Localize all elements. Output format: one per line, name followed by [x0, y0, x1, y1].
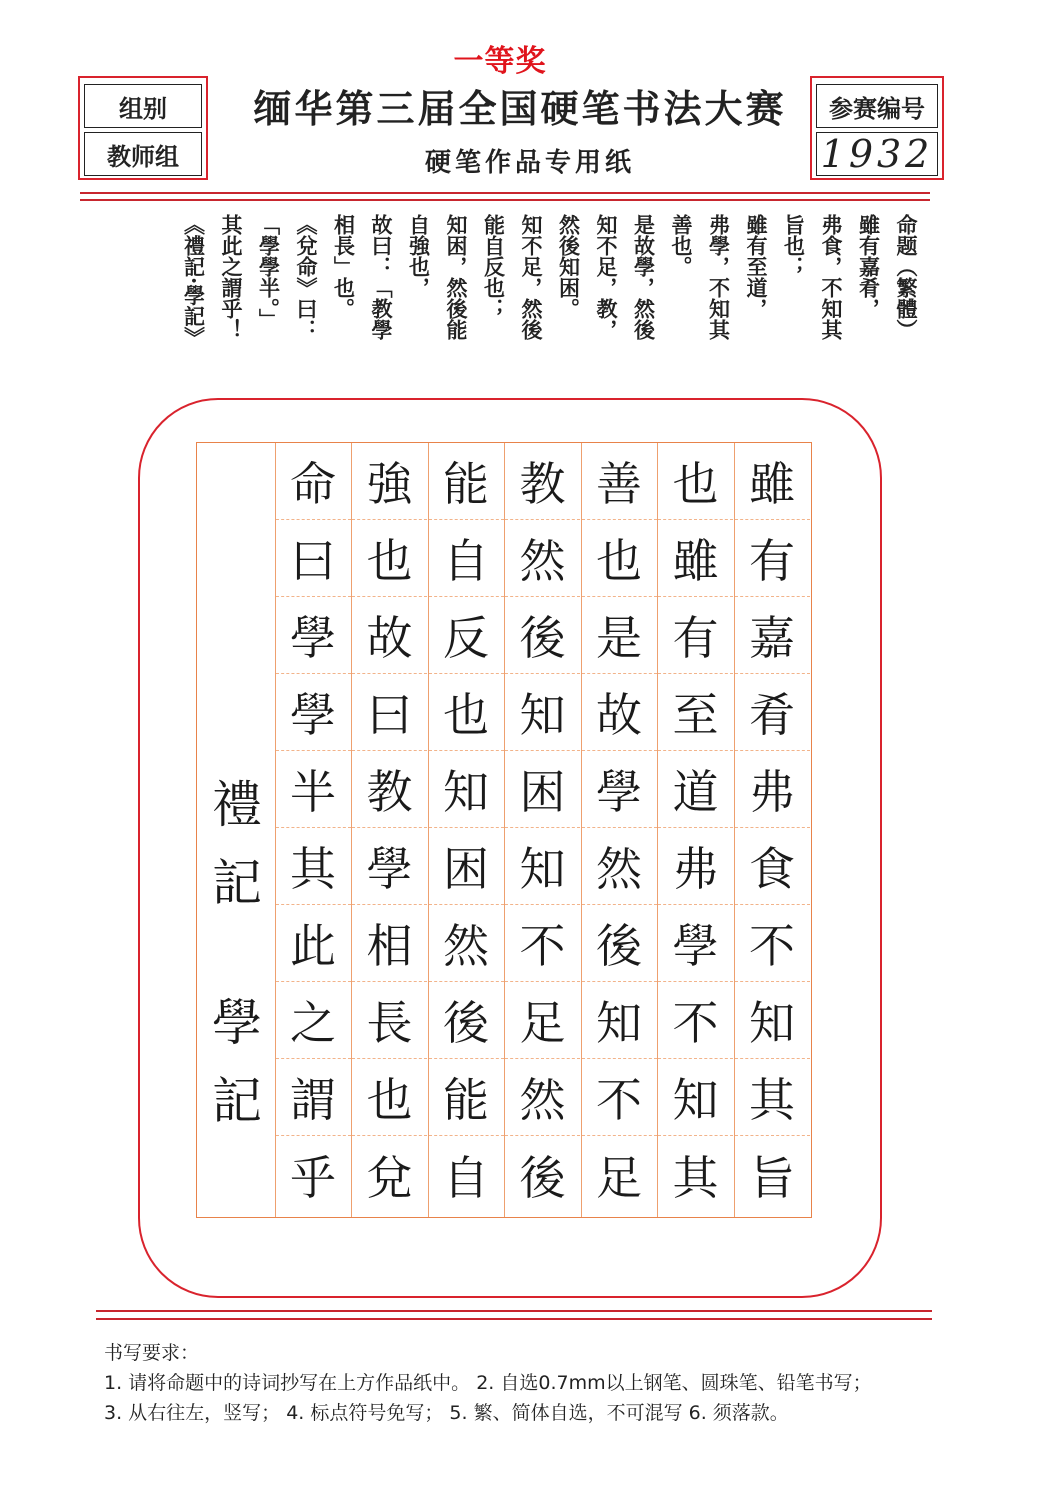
topic-column: 《兌命》曰：: [294, 214, 319, 340]
entry-number: 1932: [816, 132, 938, 176]
grid-cell: 然: [505, 1059, 580, 1136]
grid-cell: 知: [429, 751, 504, 828]
top-rule: [80, 192, 930, 194]
grid-column: [734, 443, 810, 1217]
grid-cell: 強: [352, 443, 427, 520]
topic-column: 然後知困。: [556, 214, 582, 319]
topic-heading: 命题（繁體）: [894, 214, 919, 340]
grid-cell: 弗: [735, 751, 810, 828]
grid-cell: 也: [658, 443, 733, 520]
grid-cell: 學: [658, 905, 733, 982]
group-box: [78, 76, 208, 180]
grid-cell: 有: [658, 597, 733, 674]
grid-cell: 不: [658, 982, 733, 1059]
grid-cell: 然: [429, 905, 504, 982]
grid-cell: 自: [429, 520, 504, 597]
grid-cell: 曰: [352, 674, 427, 751]
group-value: 教师组: [84, 132, 202, 176]
grid-cell: 也: [582, 520, 657, 597]
topic-column: 故曰：「教學: [369, 214, 394, 340]
bottom-rule: [96, 1310, 932, 1312]
grid-cell: 是: [582, 597, 657, 674]
grid-cell: 自: [443, 1150, 489, 1205]
grid-cell: 食: [735, 828, 810, 905]
grid-cell: 雖: [735, 443, 810, 520]
grid-cell: 能: [429, 443, 504, 520]
grid-cell: 知: [582, 982, 657, 1059]
grid-cell: 此: [276, 905, 351, 982]
grid-cell: 反: [429, 597, 504, 674]
grid-cell: 雖: [658, 520, 733, 597]
requirements-line-2: 3. 从右往左，竖写； 4. 标点符号免写； 5. 繁、简体自选，不可混写 6. 须落款。: [104, 1402, 789, 1424]
grid-cell: 也: [429, 674, 504, 751]
grid-cell: 半: [276, 751, 351, 828]
bottom-rule-2: [96, 1318, 932, 1320]
grid-cell: 命: [276, 443, 351, 520]
signature-char: 學: [212, 994, 262, 1052]
topic-column: 知困，然後能: [444, 214, 469, 340]
requirements-heading: 书写要求：: [104, 1342, 200, 1364]
signature-char: 禮: [212, 776, 262, 834]
topic-column: 相長」也。: [331, 214, 357, 319]
topic-column: 弗學，不知其: [706, 214, 732, 340]
grid-cell: 也: [352, 520, 427, 597]
grid-cell: 後: [505, 597, 580, 674]
grid-cell: 困: [429, 828, 504, 905]
grid-cell: 學: [276, 597, 351, 674]
grid-cell: 至: [658, 674, 733, 751]
grid-cell: 困: [505, 751, 580, 828]
grid-cell: 肴: [735, 674, 810, 751]
grid-cell: 弗: [658, 828, 733, 905]
grid-cell: 足: [505, 982, 580, 1059]
grid-cell: 故: [352, 597, 427, 674]
grid-cell: 知: [505, 828, 580, 905]
grid-column: [657, 443, 733, 1217]
grid-cell: 教: [505, 443, 580, 520]
grid-cell: 不: [505, 905, 580, 982]
topic-column: 其此之謂乎！: [219, 214, 244, 340]
grid-cell: 足: [596, 1150, 642, 1205]
grid-cell: 然: [582, 828, 657, 905]
grid-column: [581, 443, 657, 1217]
grid-cell: 乎: [290, 1150, 336, 1205]
grid-cell: 故: [582, 674, 657, 751]
topic-column: 自強也，: [406, 214, 432, 298]
grid-cell: 學: [276, 674, 351, 751]
signature-char: 記: [212, 1072, 262, 1130]
contest-title: 缅华第三届全国硬笔书法大赛: [253, 86, 787, 131]
award-label: 一等奖: [453, 44, 547, 79]
topic-column: 能自反也；: [481, 214, 507, 319]
grid-cell: 嘉: [735, 597, 810, 674]
grid-cell: 曰: [276, 520, 351, 597]
grid-cell: 相: [352, 905, 427, 982]
grid-cell: 謂: [276, 1059, 351, 1136]
grid-cell: 後: [582, 905, 657, 982]
grid-cell: 長: [352, 982, 427, 1059]
entry-label: 参赛编号: [816, 84, 938, 128]
topic-column: 知不足，教，: [594, 214, 619, 340]
grid-cell: 道: [658, 751, 733, 828]
grid-cell: 也: [352, 1059, 427, 1136]
grid-cell: 其: [735, 1059, 810, 1136]
topic-column: 善也。: [669, 214, 694, 277]
grid-cell: 有: [735, 520, 810, 597]
paper-subtitle: 硬笔作品专用纸: [424, 148, 635, 178]
grid-cell: 善: [582, 443, 657, 520]
grid-cell: 其: [672, 1150, 719, 1205]
grid-cell: 後: [429, 982, 504, 1059]
grid-column: [504, 443, 580, 1217]
requirements-line-1: 1. 请将命题中的诗词抄写在上方作品纸中。 2. 自选0.7mm以上钢笔、圆珠笔、铅笔书写；: [104, 1372, 872, 1394]
top-rule-2: [80, 199, 930, 201]
topic-column: 「學學半。」: [256, 214, 282, 330]
topic-column: 雖有嘉肴，: [856, 214, 882, 319]
grid-cell: 知: [505, 674, 580, 751]
topic-column: 知不足，然後: [519, 214, 544, 340]
grid-column: [275, 443, 351, 1217]
grid-column: [428, 443, 504, 1217]
grid-cell: 之: [276, 982, 351, 1059]
topic-source: 《禮記·學記》: [181, 214, 207, 348]
grid-cell: 兌: [366, 1150, 413, 1205]
grid-cell: 不: [735, 905, 810, 982]
grid-cell: 知: [735, 982, 810, 1059]
signature-column: [197, 443, 277, 1217]
writing-grid: [196, 442, 812, 1218]
entry-box: [810, 76, 944, 180]
group-label: 组别: [84, 84, 202, 128]
signature-char: 記: [212, 854, 262, 912]
grid-cell: 學: [582, 751, 657, 828]
topic-column: 旨也；: [781, 214, 807, 277]
grid-cell: 旨: [749, 1150, 795, 1205]
grid-cell: 能: [429, 1059, 504, 1136]
grid-cell: 學: [352, 828, 427, 905]
grid-column: [351, 443, 427, 1217]
grid-cell: 知: [658, 1059, 733, 1136]
topic-column: 弗食，不知其: [819, 214, 844, 340]
topic-column: 雖有至道，: [744, 214, 769, 319]
grid-cell: 其: [276, 828, 351, 905]
topic-column: 是故學，然後: [631, 214, 657, 340]
grid-cell: 然: [505, 520, 580, 597]
grid-cell: 後: [519, 1150, 566, 1205]
grid-cell: 教: [352, 751, 427, 828]
grid-cell: 不: [582, 1059, 657, 1136]
